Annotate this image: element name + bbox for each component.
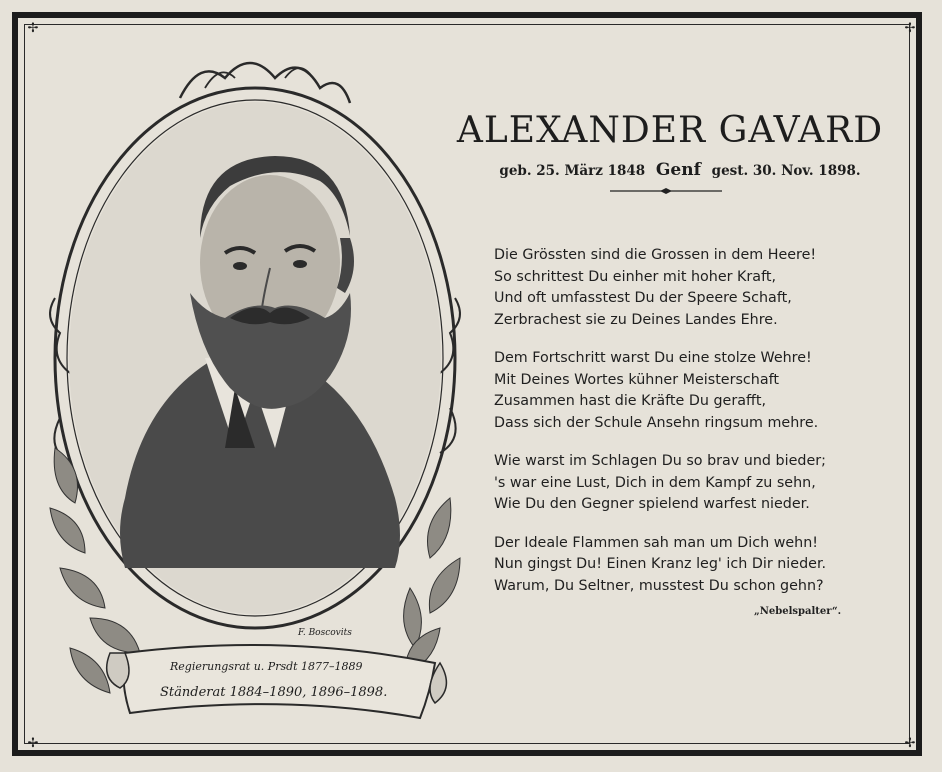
poem-line: Warum, Du Seltner, musstest Du schon gehn? xyxy=(494,577,824,594)
poem-stanza xyxy=(494,533,914,598)
poem-line: Dass sich der Schule Ansehn ringsum mehre. xyxy=(494,414,819,431)
poem-line: Die Grössten sind die Grossen in dem Heere! xyxy=(494,247,817,263)
corner-ornament-icon: ✢ xyxy=(904,736,916,751)
artist-signature: F. Boscovits xyxy=(298,628,352,638)
obituary-dates xyxy=(470,160,890,180)
poem-line: Dem Fortschritt warst Du eine stolze Wehre! xyxy=(494,350,812,366)
poem xyxy=(494,245,914,614)
corner-ornament-icon: ✢ xyxy=(27,736,39,751)
poem-line: Wie Du den Gegner spielend warfest nieder. xyxy=(494,496,810,512)
poem-line: Wie warst im Schlagen Du so brav und bieder; xyxy=(494,453,826,469)
caption-line-1: Regierungsrat u. Prsdt 1877–1889 xyxy=(170,660,363,673)
birth-date: geb. 25. März 1848 xyxy=(499,163,646,179)
poem-line: 's war eine Lust, Dich in dem Kampf zu sehn, xyxy=(494,474,816,491)
death-date: gest. 30. Nov. 1898. xyxy=(711,163,861,179)
birth-place: Genf xyxy=(655,160,701,180)
poem-line: Nun gingst Du! Einen Kranz leg' ich Dir nieder. xyxy=(494,556,827,572)
poem-line: Und oft umfasstest Du der Speere Schaft, xyxy=(494,290,792,306)
poem-line: Zusammen hast die Kräfte Du gerafft, xyxy=(494,393,766,409)
poem-line: Zerbrachest sie zu Deines Landes Ehre. xyxy=(494,311,778,328)
obituary-name: ALEXANDER GAVARD xyxy=(456,110,884,151)
portrait-engraving xyxy=(30,28,480,738)
title-divider xyxy=(610,188,722,194)
caption-line-2: Ständerat 1884–1890, 1896–1898. xyxy=(160,685,388,700)
poem-line: Der Ideale Flammen sah man um Dich wehn! xyxy=(494,534,819,551)
poem-source: „Nebelspalter“. xyxy=(754,606,842,617)
corner-ornament-icon: ✢ xyxy=(27,21,39,36)
corner-ornament-icon: ✢ xyxy=(904,21,916,36)
caption-scroll xyxy=(107,645,447,718)
poem-stanza xyxy=(494,245,914,331)
poem-line: Mit Deines Wortes kühner Meisterschaft xyxy=(494,371,779,388)
poem-line: So schrittest Du einher mit hoher Kraft, xyxy=(494,268,777,285)
poem-stanza xyxy=(494,348,914,434)
poem-stanza xyxy=(494,451,914,516)
